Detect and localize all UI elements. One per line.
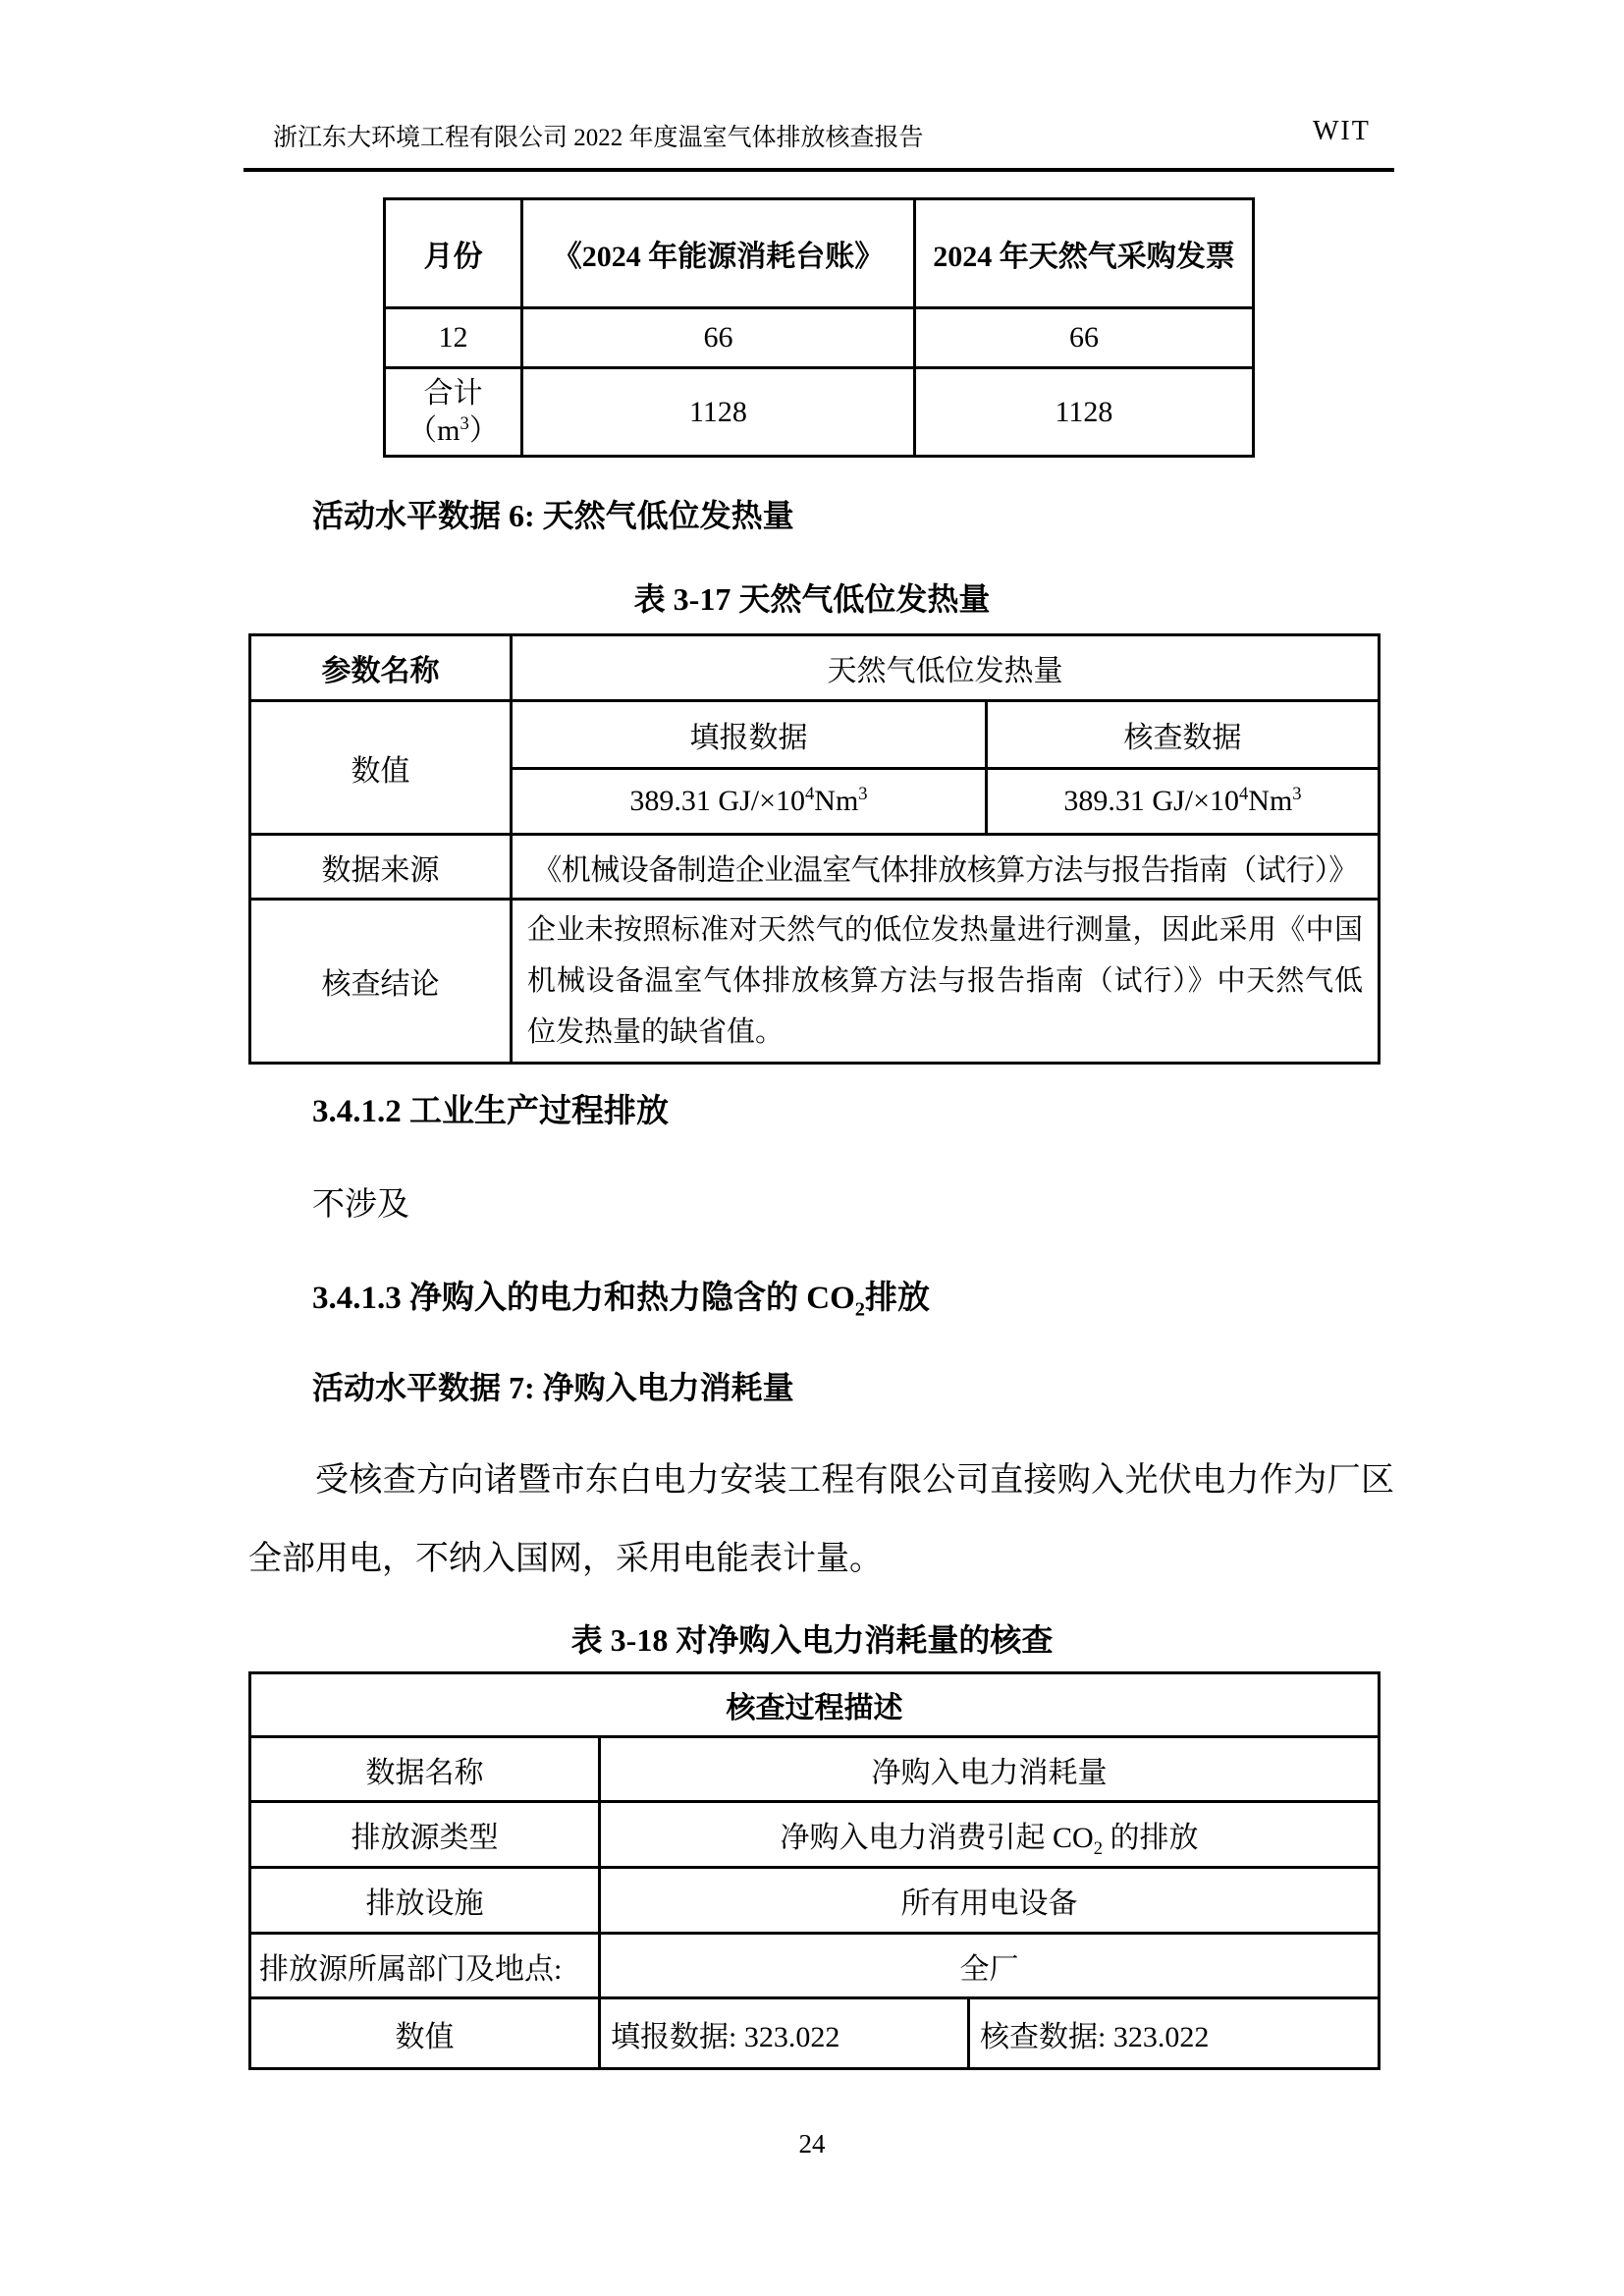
header-cell-month: 月份 (385, 199, 522, 308)
cell-verified-number: 核查数据: 323.022 (969, 1998, 1380, 2069)
header-title: 浙江东大环境工程有限公司 2022 年度温室气体排放核查报告 (273, 125, 924, 151)
cell-reported-number: 填报数据: 323.022 (600, 1998, 969, 2069)
heading-3-4-1-3: 3.4.1.3 净购入的电力和热力隐含的 $CO_2$排放 (312, 1281, 930, 1321)
cell-numeric-label: 数值 (250, 1998, 600, 2069)
header-rule (244, 168, 1394, 172)
total-unit-text: $(m^3)$ (407, 412, 499, 447)
exponent-4: 4 (805, 784, 815, 804)
cell-total-invoice: 1128 (915, 368, 1254, 457)
table-3-18 (248, 1671, 1380, 2070)
cell-total-ledger: 1128 (522, 368, 915, 457)
cell-department-value: 全厂 (600, 1934, 1380, 1998)
co2-subscript: 2 (1093, 1838, 1103, 1859)
cell-conclusion-label: 核查结论 (250, 900, 512, 1064)
cell-department-label: 排放源所属部门及地点: (250, 1934, 600, 1998)
cell-param-value: 天然气低位发热量 (512, 635, 1380, 701)
cell-month-12: 12 (385, 308, 522, 368)
cell-facility-value: 所有用电设备 (600, 1868, 1380, 1934)
exponent-3: 3 (1292, 784, 1302, 804)
department-row (250, 1934, 1380, 1998)
cell-data-name-value: 净购入电力消耗量 (600, 1737, 1380, 1802)
heading-activity-data-7: 活动水平数据 7: 净购入电力消耗量 (312, 1370, 794, 1405)
cell-process-header: 核查过程描述 (250, 1673, 1380, 1737)
co2-subscript: 2 (854, 1298, 865, 1321)
param-name-row (250, 635, 1380, 701)
cell-verified-label: 核查数据 (987, 701, 1380, 769)
cell-data-name-label: 数据名称 (250, 1737, 600, 1802)
cell-facility-label: 排放设施 (250, 1868, 600, 1934)
heading-3-4-1-2: 3.4.1.2 工业生产过程排放 (312, 1094, 669, 1129)
heading-activity-data-6: 活动水平数据 6: 天然气低位发热量 (312, 498, 794, 533)
cell-invoice-12: 66 (915, 308, 1254, 368)
cell-source-value: 《机械设备制造企业温室气体排放核算方法与报告指南（试行）》 (512, 835, 1380, 900)
not-involved-text: 不涉及 (312, 1187, 409, 1223)
header-cell-invoice: 2024 年天然气采购发票 (915, 199, 1254, 308)
table-3-17 (248, 633, 1380, 1065)
cell-reported-label: 填报数据 (512, 701, 987, 769)
table-header-row (385, 199, 1254, 308)
table-row-total (385, 368, 1254, 457)
cell-conclusion-value: 企业未按照标准对天然气的低位发热量进行测量，因此采用《中国机械设备温室气体排放核算方法与报告指南（试行）》中天然气低位发热量的缺省值。 (512, 900, 1380, 1064)
cell-emission-type-value: 净购入电力消费引起 $CO_2$ 的排放 (600, 1802, 1380, 1868)
cell-verified-value: 389.31 $GJ/\times 10^4Nm^3$ (987, 769, 1380, 835)
header-cell-ledger: 《2024 年能源消耗台账》 (522, 199, 915, 308)
value-header-row (250, 701, 1380, 769)
numeric-value-row (250, 1998, 1380, 2069)
cell-param-label: 参数名称 (250, 635, 512, 701)
cell-emission-type-label: 排放源类型 (250, 1802, 600, 1868)
cubic-meter-superscript: 3 (460, 412, 469, 434)
cell-total-label (385, 368, 522, 457)
conclusion-row (250, 900, 1380, 1064)
cell-value-label: 数值 (250, 701, 512, 835)
cell-source-label: 数据来源 (250, 835, 512, 900)
table-3-18-title: 表 3-18 对净购入电力消耗量的核查 (570, 1622, 1054, 1658)
data-name-row (250, 1737, 1380, 1802)
cell-reported-value: 389.31 $GJ/\times 10^4Nm^3$ (512, 769, 987, 835)
table-3-17-title: 表 3-17 天然气低位发热量 (633, 581, 991, 617)
total-label-text: 合计 (423, 377, 483, 410)
header-mark: WIT (1313, 116, 1371, 146)
page-number: 24 (798, 2129, 826, 2159)
cell-ledger-12: 66 (522, 308, 915, 368)
exponent-4: 4 (1239, 784, 1249, 804)
monthly-gas-table (383, 197, 1255, 458)
table-row-december (385, 308, 1254, 368)
process-header-row (250, 1673, 1380, 1737)
exponent-3: 3 (858, 784, 868, 804)
body-paragraph: 受核查方向诸暨市东白电力安装工程有限公司直接购入光伏电力作为厂区全部用电，不纳入国网，采用电能表计量。 (248, 1462, 1394, 1577)
data-source-row (250, 835, 1380, 900)
emission-facility-row (250, 1868, 1380, 1934)
emission-type-row (250, 1802, 1380, 1868)
